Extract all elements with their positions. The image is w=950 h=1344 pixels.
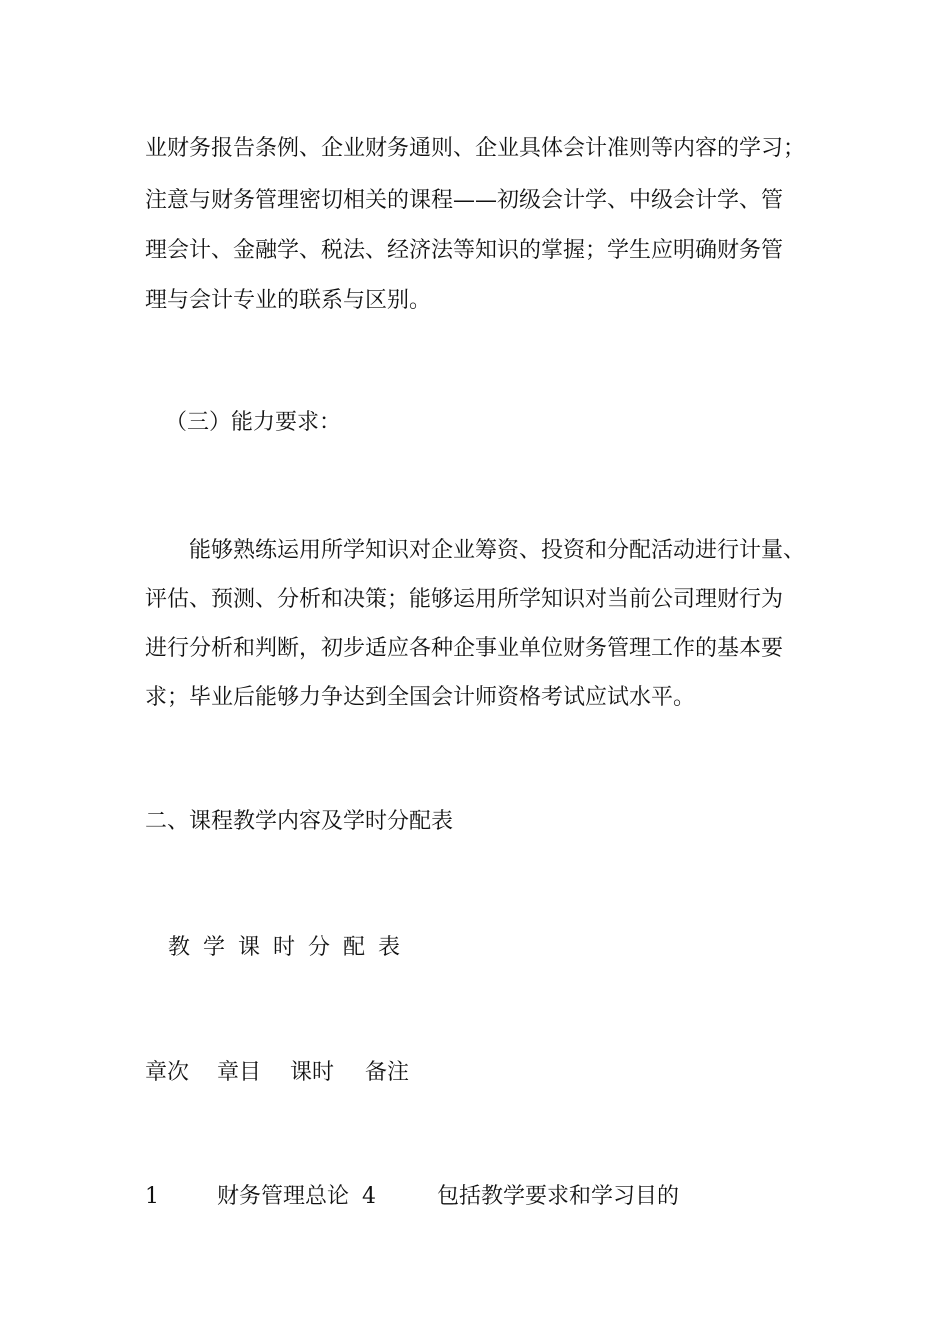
header-chapter-title: 章目 [217,1060,262,1085]
paragraph-line: 理会计、金融学、税法、经济法等知识的掌握；学生应明确财务管 [145,238,784,263]
paragraph-line: 业财务报告条例、企业财务通则、企业具体会计准则等内容的学习； [145,136,806,161]
header-chapter-no: 章次 [145,1060,190,1085]
paragraph-line: 理与会计专业的联系与区别。 [145,288,432,313]
cell-chapter-title: 财务管理总论 [217,1184,350,1209]
header-hours: 课时 [290,1060,335,1085]
cell-chapter-no: 1 [145,1184,159,1209]
paragraph-line: 求；毕业后能够力争达到全国会计师资格考试应试水平。 [145,685,696,710]
paragraph-line: 评估、预测、分析和决策；能够运用所学知识对当前公司理财行为 [145,587,784,612]
cell-remarks: 包括教学要求和学习目的 [437,1184,680,1209]
paragraph-line: 能够熟练运用所学知识对企业筹资、投资和分配活动进行计量、 [189,538,806,563]
paragraph-line: 注意与财务管理密切相关的课程——初级会计学、中级会计学、管 [145,188,784,213]
header-remarks: 备注 [365,1060,410,1085]
section-heading-course-table: 二、课程教学内容及学时分配表 [145,809,454,834]
paragraph-line: 进行分析和判断，初步适应各种企事业单位财务管理工作的基本要 [145,636,784,661]
section-heading-ability: （三）能力要求： [165,410,342,435]
table-title: 教学课时分配表 [168,935,414,960]
cell-hours: 4 [362,1184,376,1209]
